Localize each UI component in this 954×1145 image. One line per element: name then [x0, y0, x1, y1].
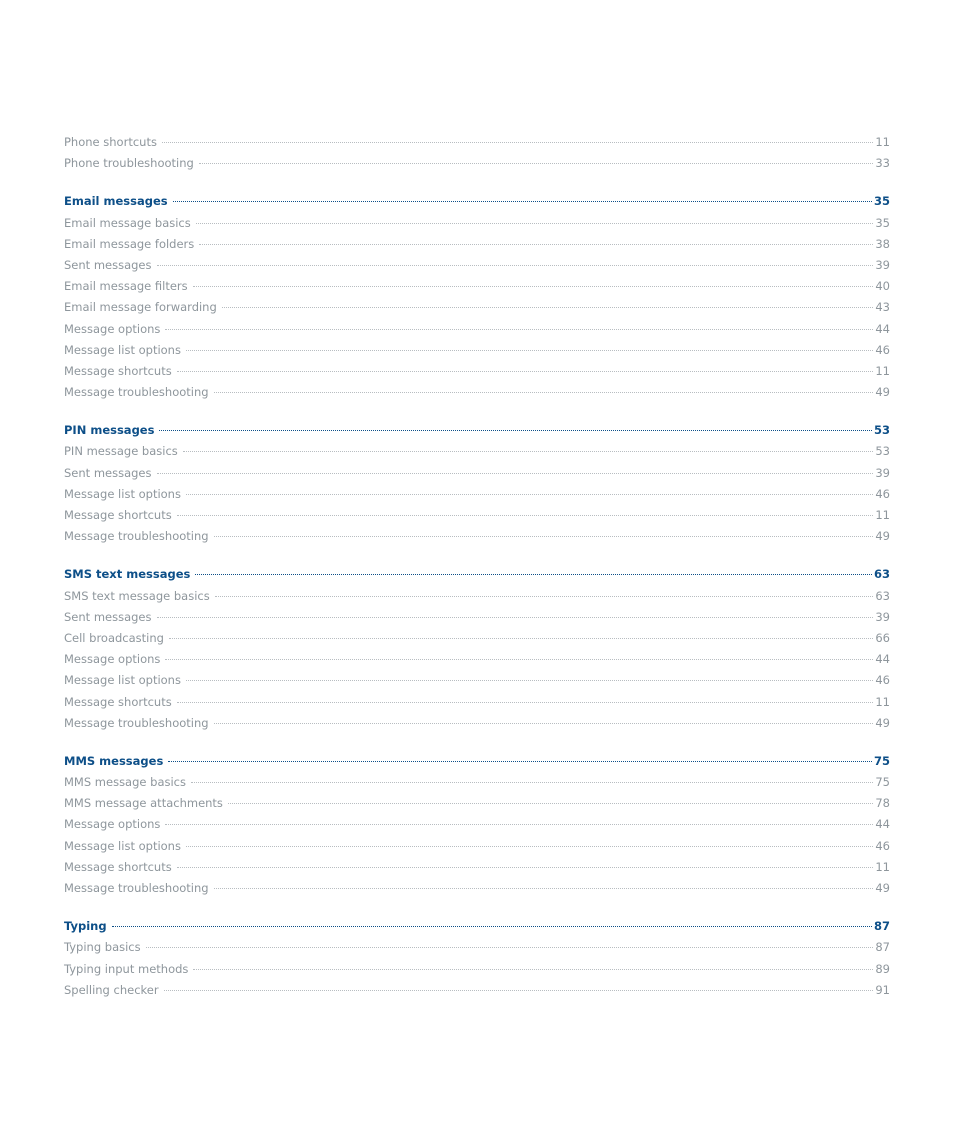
entry-page-number: 11: [875, 363, 890, 378]
toc-entry[interactable]: [64, 382, 890, 403]
entry-title: Message list options: [64, 342, 181, 357]
toc-entry[interactable]: [64, 857, 890, 878]
entry-page-number: 63: [875, 588, 890, 603]
entry-page-number: 11: [875, 135, 890, 149]
entry-title: MMS message attachments: [64, 796, 223, 811]
toc-entry[interactable]: [64, 153, 890, 174]
toc-entry[interactable]: [64, 255, 890, 276]
entry-page-number: 46: [875, 342, 890, 357]
section-spacer: [64, 547, 890, 564]
toc-section: [64, 420, 890, 547]
dot-leader: [169, 638, 873, 639]
toc-entry[interactable]: [64, 505, 890, 526]
entry-page-number: 39: [875, 609, 890, 624]
toc-section-heading[interactable]: [64, 916, 890, 937]
dot-leader: [173, 201, 872, 202]
dot-leader: [165, 329, 873, 330]
toc-entry[interactable]: [64, 713, 890, 734]
toc-entry[interactable]: [64, 980, 890, 1001]
section-spacer: [64, 403, 890, 420]
entry-title: Message options: [64, 652, 161, 667]
dot-leader: [183, 451, 874, 452]
toc-entry[interactable]: [64, 340, 890, 361]
toc-entry[interactable]: [64, 213, 890, 234]
dot-leader: [222, 307, 874, 308]
dot-leader: [186, 350, 873, 351]
entry-title: Message list options: [64, 838, 181, 853]
dot-leader: [214, 392, 874, 393]
entry-title: Phone troubleshooting: [64, 156, 194, 171]
entry-title: Message shortcuts: [64, 694, 172, 709]
entry-title: Message troubleshooting: [64, 385, 209, 400]
entry-page-number: 89: [875, 961, 890, 976]
entry-page-number: 40: [875, 279, 890, 294]
entry-page-number: 46: [875, 486, 890, 501]
dot-leader: [214, 536, 874, 537]
entry-title: Phone shortcuts: [64, 135, 157, 149]
toc-entry[interactable]: [64, 441, 890, 462]
section-spacer: [64, 734, 890, 751]
entry-title: Cell broadcasting: [64, 630, 164, 645]
dot-leader: [162, 142, 873, 143]
dot-leader: [191, 782, 873, 783]
entry-title: SMS text message basics: [64, 588, 210, 603]
section-title: SMS text messages: [64, 567, 191, 582]
section-page-number: 63: [873, 567, 890, 582]
entry-page-number: 11: [875, 859, 890, 874]
dot-leader: [193, 969, 873, 970]
entry-page-number: 87: [875, 940, 890, 955]
entry-title: Message options: [64, 817, 161, 832]
entry-title: Message list options: [64, 486, 181, 501]
entry-title: Typing input methods: [64, 961, 189, 976]
entry-page-number: 38: [875, 236, 890, 251]
entry-title: Email message folders: [64, 236, 195, 251]
dot-leader: [214, 723, 874, 724]
entry-title: Email message basics: [64, 215, 191, 230]
toc-entry[interactable]: [64, 297, 890, 318]
entry-page-number: 11: [875, 508, 890, 522]
section-title: PIN messages: [64, 423, 155, 438]
dot-leader: [193, 286, 874, 287]
dot-leader: [146, 947, 874, 948]
section-page-number: 87: [873, 919, 890, 934]
dot-leader: [164, 990, 874, 991]
entry-page-number: 43: [875, 300, 890, 315]
toc-entry[interactable]: [64, 526, 890, 547]
dot-leader: [195, 574, 872, 575]
toc-entry[interactable]: [64, 628, 890, 649]
section-page-number: 53: [873, 423, 890, 438]
toc-entry[interactable]: [64, 463, 890, 484]
dot-leader: [112, 926, 872, 927]
entry-page-number: 11: [875, 694, 890, 709]
toc-entry[interactable]: [64, 878, 890, 899]
entry-title: Message options: [64, 321, 161, 336]
entry-title: Message troubleshooting: [64, 715, 209, 730]
toc-entry[interactable]: [64, 361, 890, 382]
entry-page-number: 46: [875, 838, 890, 853]
section-page-number: 35: [873, 194, 890, 209]
toc-entry[interactable]: [64, 692, 890, 713]
toc-entry[interactable]: [64, 670, 890, 691]
entry-page-number: 35: [875, 215, 890, 230]
entry-title: Message list options: [64, 673, 181, 688]
dot-leader: [177, 371, 874, 372]
toc-section: [64, 132, 890, 174]
entry-title: Typing basics: [64, 940, 141, 955]
section-title: Typing: [64, 919, 107, 934]
toc-entry[interactable]: [64, 937, 890, 958]
toc-section: [64, 564, 890, 734]
entry-page-number: 49: [875, 881, 890, 895]
toc-section: [64, 191, 890, 403]
entry-title: Sent messages: [64, 257, 152, 272]
dot-leader: [186, 846, 873, 847]
entry-title: Message shortcuts: [64, 363, 172, 378]
dot-leader: [157, 265, 874, 266]
entry-title: Sent messages: [64, 609, 152, 624]
dot-leader: [177, 867, 874, 868]
dot-leader: [157, 473, 874, 474]
entry-title: Message troubleshooting: [64, 529, 209, 544]
toc-entry[interactable]: [64, 649, 890, 670]
dot-leader: [186, 680, 873, 681]
entry-page-number: 66: [875, 630, 890, 645]
toc-entry[interactable]: [64, 814, 890, 835]
entry-page-number: 75: [875, 775, 890, 790]
toc-entry[interactable]: [64, 959, 890, 980]
toc-entry[interactable]: [64, 793, 890, 814]
toc-entry[interactable]: [64, 607, 890, 628]
dot-leader: [157, 617, 874, 618]
entry-title: PIN message basics: [64, 444, 178, 459]
section-spacer: [64, 174, 890, 191]
dot-leader: [159, 430, 872, 431]
entry-page-number: 49: [875, 715, 890, 730]
entry-title: Message troubleshooting: [64, 881, 209, 895]
section-page-number: 75: [873, 753, 890, 768]
dot-leader: [228, 803, 873, 804]
toc-entry[interactable]: [64, 276, 890, 297]
entry-page-number: 49: [875, 385, 890, 400]
dot-leader: [186, 494, 873, 495]
entry-title: Spelling checker: [64, 982, 159, 997]
entry-page-number: 44: [875, 321, 890, 336]
toc-section: [64, 916, 890, 1001]
entry-title: Email message filters: [64, 279, 188, 294]
dot-leader: [214, 888, 874, 889]
entry-page-number: 33: [875, 156, 890, 171]
entry-page-number: 91: [875, 982, 890, 997]
toc-entry[interactable]: [64, 132, 890, 153]
entry-title: Sent messages: [64, 465, 152, 480]
section-title: Email messages: [64, 194, 168, 209]
entry-page-number: 44: [875, 652, 890, 667]
toc-entry[interactable]: [64, 772, 890, 793]
entry-page-number: 46: [875, 673, 890, 688]
dot-leader: [168, 761, 872, 762]
entry-page-number: 49: [875, 529, 890, 544]
toc-section-heading[interactable]: [64, 420, 890, 441]
toc-section-heading[interactable]: [64, 564, 890, 585]
entry-page-number: 78: [875, 796, 890, 811]
entry-page-number: 53: [875, 444, 890, 459]
dot-leader: [199, 244, 873, 245]
section-spacer: [64, 899, 890, 916]
entry-title: Email message forwarding: [64, 300, 217, 315]
toc-entry[interactable]: [64, 836, 890, 857]
dot-leader: [215, 596, 874, 597]
section-title: MMS messages: [64, 753, 164, 768]
entry-page-number: 39: [875, 257, 890, 272]
dot-leader: [196, 223, 874, 224]
entry-page-number: 44: [875, 817, 890, 832]
toc-entry[interactable]: [64, 586, 890, 607]
dot-leader: [165, 659, 873, 660]
toc-entry[interactable]: [64, 484, 890, 505]
toc-section-heading[interactable]: [64, 751, 890, 772]
entry-title: MMS message basics: [64, 775, 186, 790]
toc-entry[interactable]: [64, 234, 890, 255]
toc-section-heading[interactable]: [64, 191, 890, 212]
dot-leader: [177, 702, 874, 703]
toc-entry[interactable]: [64, 319, 890, 340]
dot-leader: [177, 515, 874, 516]
toc-section: [64, 751, 890, 899]
entry-title: Message shortcuts: [64, 508, 172, 522]
entry-title: Message shortcuts: [64, 859, 172, 874]
dot-leader: [199, 163, 874, 164]
entry-page-number: 39: [875, 465, 890, 480]
dot-leader: [165, 824, 873, 825]
table-of-contents: [64, 132, 890, 1001]
